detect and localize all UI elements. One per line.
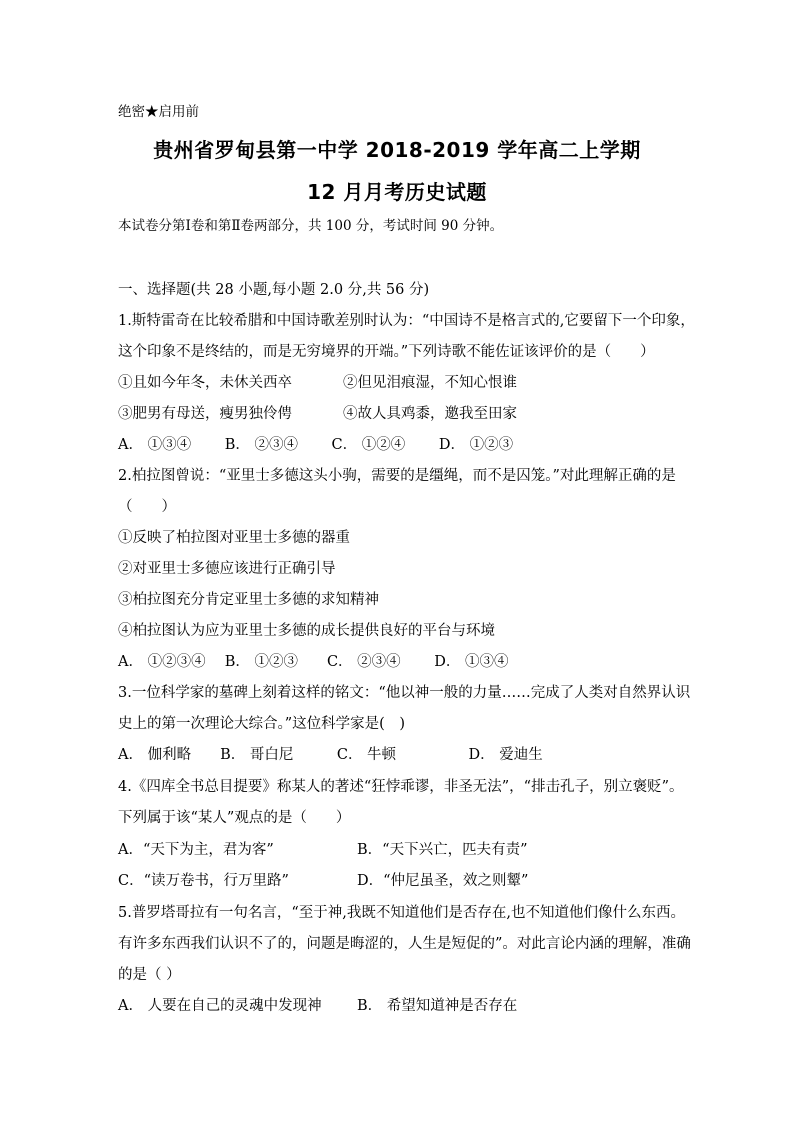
confidential-label: 绝密★启用前 [118, 104, 199, 120]
q1-item-4: ④故人具鸡黍，邀我至田家 [343, 406, 517, 422]
q3-stem-line2: 史上的第一次理论大综合。”这位科学家是( ) [118, 716, 405, 732]
q1-stem-line1: 1.斯特雷奇在比较希腊和中国诗歌差别时认为：“中国诗不是格言式的,它要留下一个印象， [118, 313, 695, 329]
exam-title-line2: 12 月月考历史试题 [307, 180, 487, 204]
q5-option-b: B． 希望知道神是否存在 [357, 998, 518, 1014]
q2-item-4: ④柏拉图认为应为亚里士多德的成长提供良好的平台与环境 [118, 623, 495, 639]
q4-option-a: A．“天下为主，君为客” [118, 842, 274, 858]
section-title: 一、选择题(共 28 小题,每小题 2.0 分,共 56 分) [118, 282, 430, 298]
q2-item-2: ②对亚里士多德应该进行正确引导 [118, 561, 336, 577]
exam-intro: 本试卷分第Ⅰ卷和第Ⅱ卷两部分，共 100 分，考试时间 90 分钟。 [118, 218, 504, 234]
q1-item-3: ③肥男有母送，瘦男独伶俜 [118, 406, 292, 422]
q4-option-b: B．“天下兴亡，匹夫有责” [357, 842, 528, 858]
q4-option-c: C．“读万卷书，行万里路” [118, 873, 289, 889]
q3-stem-line1: 3.一位科学家的墓碑上刻着这样的铭文：“他以神一般的力量……完成了人类对自然界认识 [118, 685, 691, 701]
q2-stem-line2: （ ） [118, 499, 176, 515]
q1-stem-line2: 这个印象不是终结的，而是无穷境界的开端。”下列诗歌不能佐证该评价的是（ ） [118, 344, 655, 360]
q5-option-a: A． 人要在自己的灵魂中发现神 [118, 998, 322, 1014]
q1-options: A． ①③④ B． ②③④ C． ①②④ D． ①②③ [118, 437, 514, 453]
q2-stem-line1: 2.柏拉图曾说：“亚里士多德这头小驹，需要的是缰绳，而不是囚笼。”对此理解正确的是 [118, 468, 676, 484]
q4-stem-line2: 下列属于该“某人”观点的是（ ） [118, 810, 351, 826]
q4-stem-line1: 4.《四库全书总目提要》称某人的著述“狂悖乖谬，非圣无法”，“排击孔子，别立褒贬”。 [118, 779, 684, 795]
exam-title-line1: 贵州省罗甸县第一中学 2018-2019 学年高二上学期 [153, 138, 641, 162]
q4-option-d: D．“仲尼虽圣，效之则颦” [357, 873, 529, 889]
q1-item-1: ①且如今年冬，未休关西卒 [118, 375, 292, 391]
q5-stem-line3: 的是（ ） [118, 967, 181, 983]
q2-options: A． ①②③④ B． ①②③ C． ②③④ D． ①③④ [118, 654, 509, 670]
q3-options: A． 伽利略 B． 哥白尼 C． 牛顿 D． 爱迪生 [118, 747, 543, 763]
q1-item-2: ②但见泪痕湿，不知心恨谁 [343, 375, 517, 391]
q2-item-3: ③柏拉图充分肯定亚里士多德的求知精神 [118, 592, 379, 608]
q2-item-1: ①反映了柏拉图对亚里士多德的器重 [118, 530, 350, 546]
q5-stem-line1: 5.普罗塔哥拉有一句名言，“至于神,我既不知道他们是否存在,也不知道他们像什么东西。 [118, 905, 685, 921]
q5-stem-line2: 有许多东西我们认识不了的，问题是晦涩的，人生是短促的”。对此言论内涵的理解，准确 [118, 936, 691, 952]
